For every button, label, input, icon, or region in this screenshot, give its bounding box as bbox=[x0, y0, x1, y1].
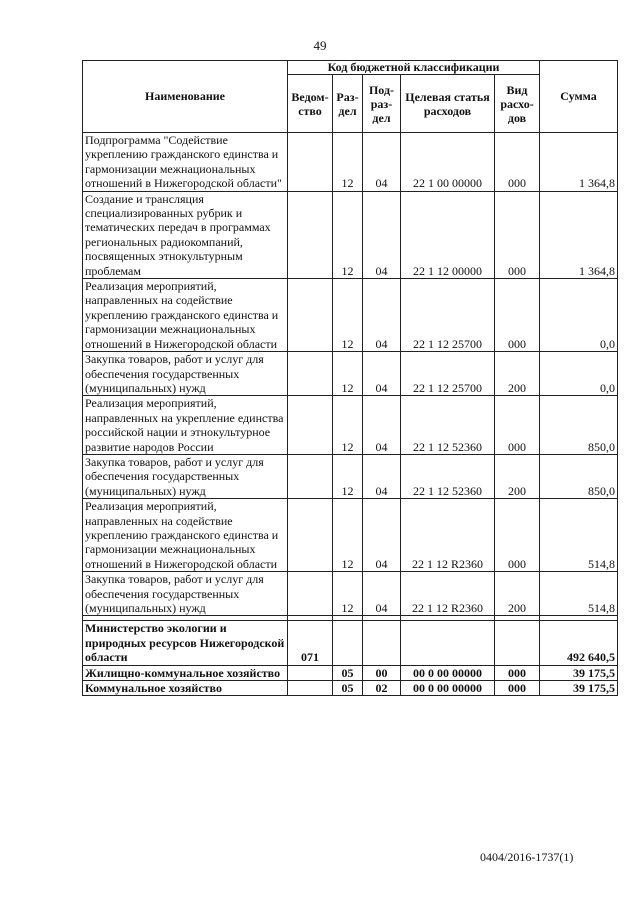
row-sum: 850,0 bbox=[540, 454, 618, 498]
row-name: Реализация мероприятий, направленных на укрепление единства российской нации и этнокультурное развитие народов России bbox=[83, 396, 288, 455]
table-row bbox=[83, 279, 618, 352]
table-row bbox=[83, 191, 618, 278]
row-vedom bbox=[288, 396, 333, 455]
row-vid: 000 bbox=[495, 499, 540, 572]
table-row bbox=[83, 572, 618, 616]
table-row bbox=[83, 396, 618, 455]
row-celevaya: 22 1 12 R2360 bbox=[401, 499, 495, 572]
row-vid: 000 bbox=[495, 396, 540, 455]
row-sum: 39 175,5 bbox=[540, 681, 618, 696]
row-vedom bbox=[288, 499, 333, 572]
row-sum: 514,8 bbox=[540, 499, 618, 572]
row-celevaya: 00 0 00 00000 bbox=[401, 681, 495, 696]
row-razdel: 12 bbox=[333, 454, 363, 498]
table-row bbox=[83, 133, 618, 192]
page-number: 49 bbox=[313, 38, 327, 53]
row-sum: 0,0 bbox=[540, 279, 618, 352]
row-vedom bbox=[288, 454, 333, 498]
row-vid: 200 bbox=[495, 572, 540, 616]
row-podrazdel: 04 bbox=[363, 454, 401, 498]
row-razdel: 12 bbox=[333, 133, 363, 192]
row-name: Жилищно-коммунальное хозяйство bbox=[83, 665, 288, 680]
row-vid: 200 bbox=[495, 454, 540, 498]
header-podrazdel: Под-раз-дел bbox=[363, 75, 401, 133]
row-name: Реализация мероприятий, направленных на содействие укреплению гражданского единства и гармонизации межнациональных отношений в Нижегородской области bbox=[83, 499, 288, 572]
row-sum: 850,0 bbox=[540, 396, 618, 455]
row-vedom bbox=[288, 191, 333, 278]
row-vedom bbox=[288, 279, 333, 352]
table-row bbox=[83, 499, 618, 572]
row-name: Закупка товаров, работ и услуг для обеспечения государственных (муниципальных) нужд bbox=[83, 572, 288, 616]
row-sum: 514,8 bbox=[540, 572, 618, 616]
row-celevaya: 22 1 12 00000 bbox=[401, 191, 495, 278]
row-vedom bbox=[288, 352, 333, 396]
row-razdel: 05 bbox=[333, 681, 363, 696]
table-row-bold bbox=[83, 665, 618, 680]
row-name: Закупка товаров, работ и услуг для обеспечения государственных (муниципальных) нужд bbox=[83, 454, 288, 498]
row-sum: 1 364,8 bbox=[540, 191, 618, 278]
header-vedom: Ведом-ство bbox=[288, 75, 333, 133]
table-row bbox=[83, 454, 618, 498]
header-razdel: Раз-дел bbox=[333, 75, 363, 133]
row-podrazdel: 04 bbox=[363, 352, 401, 396]
row-razdel: 05 bbox=[333, 665, 363, 680]
row-vid: 000 bbox=[495, 681, 540, 696]
row-vid: 000 bbox=[495, 665, 540, 680]
budget-table bbox=[82, 60, 618, 696]
row-razdel: 12 bbox=[333, 279, 363, 352]
row-podrazdel: 04 bbox=[363, 499, 401, 572]
row-vid: 000 bbox=[495, 133, 540, 192]
row-razdel: 12 bbox=[333, 352, 363, 396]
row-sum: 492 640,5 bbox=[540, 621, 618, 665]
row-vedom bbox=[288, 681, 333, 696]
row-vid bbox=[495, 621, 540, 665]
row-sum: 39 175,5 bbox=[540, 665, 618, 680]
header-celevaya: Целевая статья расходов bbox=[401, 75, 495, 133]
table-row-bold bbox=[83, 681, 618, 696]
row-podrazdel: 04 bbox=[363, 396, 401, 455]
row-podrazdel bbox=[363, 621, 401, 665]
row-celevaya: 22 1 12 25700 bbox=[401, 352, 495, 396]
row-celevaya: 22 1 12 52360 bbox=[401, 454, 495, 498]
row-razdel: 12 bbox=[333, 191, 363, 278]
row-celevaya bbox=[401, 621, 495, 665]
row-vid: 000 bbox=[495, 191, 540, 278]
row-celevaya: 22 1 12 52360 bbox=[401, 396, 495, 455]
row-name: Реализация мероприятий, направленных на содействие укреплению гражданского единства и гармонизации межнациональных отношений в Нижегородской области bbox=[83, 279, 288, 352]
row-vid: 000 bbox=[495, 279, 540, 352]
header-vid: Вид расхо-дов bbox=[495, 75, 540, 133]
row-podrazdel: 04 bbox=[363, 572, 401, 616]
header-classification-group: Код бюджетной классификации bbox=[288, 61, 540, 75]
row-name: Подпрограмма "Содействие укреплению гражданского единства и гармонизации межнациональных отношений в Нижегородской области" bbox=[83, 133, 288, 192]
row-celevaya: 22 1 12 R2360 bbox=[401, 572, 495, 616]
row-celevaya: 00 0 00 00000 bbox=[401, 665, 495, 680]
table-row-bold bbox=[83, 621, 618, 665]
row-podrazdel: 00 bbox=[363, 665, 401, 680]
row-name: Коммунальное хозяйство bbox=[83, 681, 288, 696]
row-razdel: 12 bbox=[333, 396, 363, 455]
row-razdel bbox=[333, 621, 363, 665]
row-vid: 200 bbox=[495, 352, 540, 396]
row-sum: 0,0 bbox=[540, 352, 618, 396]
row-podrazdel: 02 bbox=[363, 681, 401, 696]
row-name: Министерство экологии и природных ресурсов Нижегородской области bbox=[83, 621, 288, 665]
row-vedom: 071 bbox=[288, 621, 333, 665]
row-celevaya: 22 1 12 25700 bbox=[401, 279, 495, 352]
document-code: 0404/2016-1737(1) bbox=[480, 850, 574, 864]
row-celevaya: 22 1 00 00000 bbox=[401, 133, 495, 192]
row-vedom bbox=[288, 133, 333, 192]
header-name: Наименование bbox=[83, 61, 288, 133]
row-vedom bbox=[288, 572, 333, 616]
row-name: Закупка товаров, работ и услуг для обеспечения государственных (муниципальных) нужд bbox=[83, 352, 288, 396]
row-vedom bbox=[288, 665, 333, 680]
row-name: Создание и трансляция специализированных рубрик и тематических передач в программах региональных радиокомпаний, посвященных этнокультурным проблемам bbox=[83, 191, 288, 278]
row-sum: 1 364,8 bbox=[540, 133, 618, 192]
table-header bbox=[83, 61, 618, 133]
table-row bbox=[83, 352, 618, 396]
header-summa: Сумма bbox=[540, 61, 618, 133]
row-podrazdel: 04 bbox=[363, 133, 401, 192]
row-razdel: 12 bbox=[333, 499, 363, 572]
row-razdel: 12 bbox=[333, 572, 363, 616]
row-podrazdel: 04 bbox=[363, 279, 401, 352]
row-podrazdel: 04 bbox=[363, 191, 401, 278]
